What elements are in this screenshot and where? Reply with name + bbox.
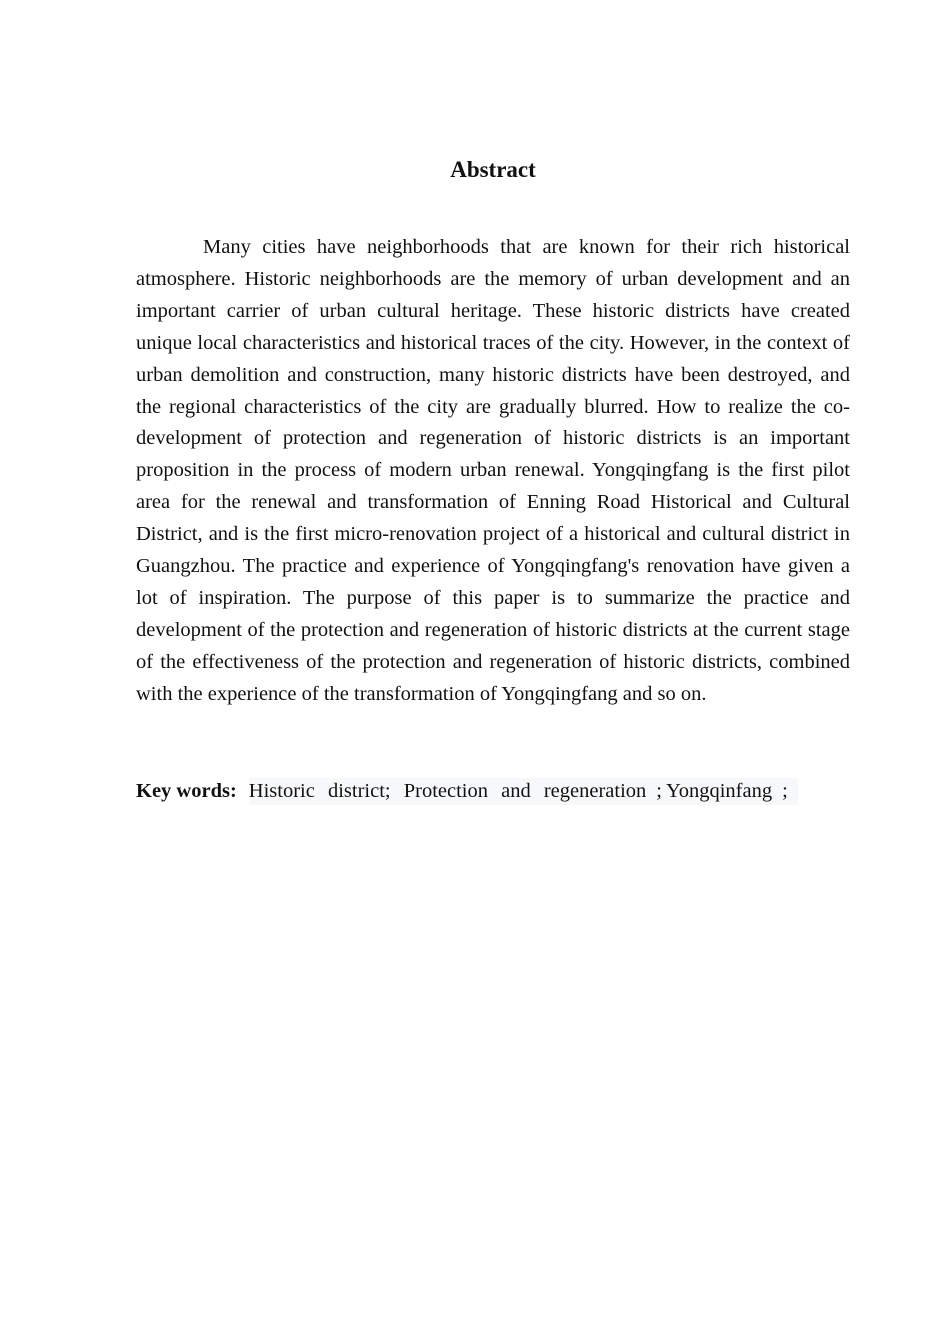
keyword-item: Yongqinfang (665, 780, 773, 802)
keywords-label: Key words: (136, 780, 237, 802)
keyword-item: Historic district; (248, 780, 391, 802)
abstract-title: Abstract (450, 157, 536, 182)
keyword-separator: ; (656, 780, 662, 802)
keyword-separator: ; (782, 780, 788, 802)
keywords-list (249, 778, 798, 805)
keyword-item: Protection and regeneration (403, 780, 647, 802)
abstract-paragraph: Many cities have neighborhoods that are known for their rich historical atmosphere. Historic neighborhoods are the memory of urban development and an important carrier of urban cultural heritage. These historic districts have created unique local characteristics and historical traces of the city. However, in the context of urban demolition and construction, many historic districts have been destroyed, and the regional characteristics of the city are gradually blurred. How to realize the co-development of protection and regeneration of historic districts is an important proposition in the process of modern urban renewal. Yongqingfang is the first pilot area for the renewal and transformation of Enning Road Historical and Cultural District, and is the first micro-renovation project of a historical and cultural district in Guangzhou. The practice and experience of Yongqingfang's renovation have given a lot of inspiration. The purpose of this paper is to summarize the practice and development of the protection and regeneration of historic districts at the current stage of the effectiveness of the protection and regeneration of historic districts, combined with the experience of the transformation of Yongqingfang and so on. (136, 236, 850, 705)
keywords-line (136, 775, 850, 807)
